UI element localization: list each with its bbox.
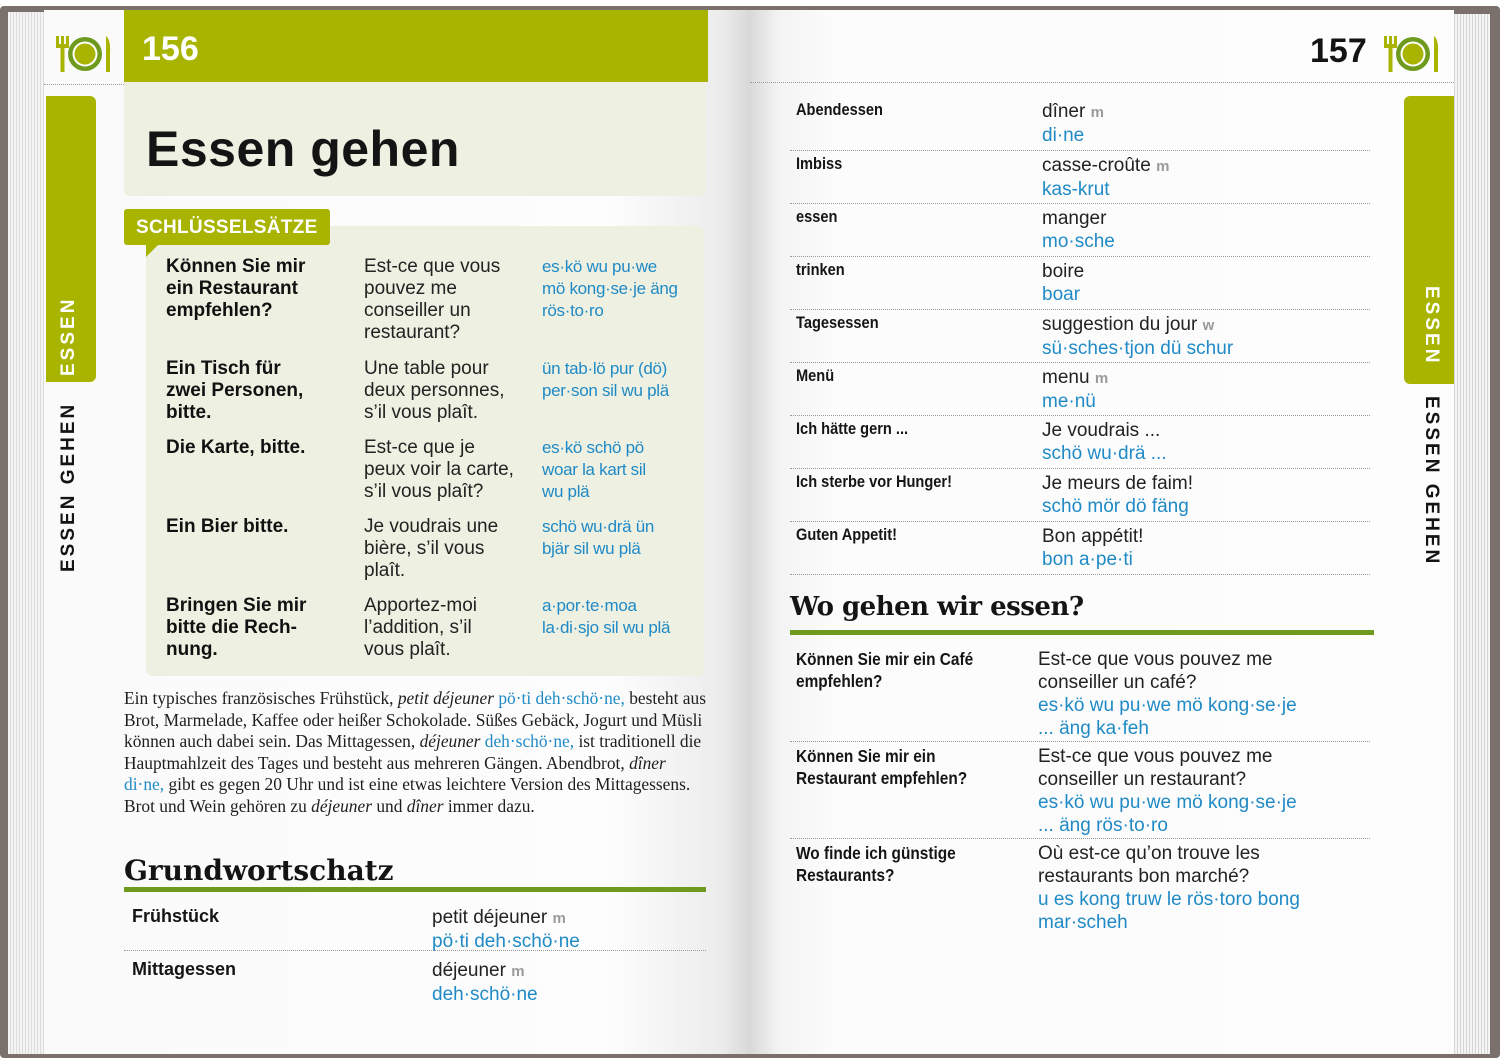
intro-french-term: petit déjeuner [397, 688, 494, 708]
divider [790, 468, 1370, 469]
phrase-phonetic: es·kö wu pu·we mö kong·se·je [1038, 792, 1297, 813]
intro-paragraph [124, 688, 708, 818]
divider [790, 309, 1370, 310]
phrase-phonetic: ... äng rös·to·ro [1038, 815, 1168, 836]
vocab-row [796, 207, 1115, 253]
phrase-phonetic: mar·scheh [1038, 912, 1128, 933]
key-phrase-row [166, 595, 706, 661]
divider [790, 256, 1370, 257]
phrase-phonetic: schö wu·drä ün [542, 517, 655, 536]
phrase-de: Können Sie mir ein Café [796, 649, 974, 669]
phrase-phonetic: u es kong truw le rös·toro bong [1038, 889, 1300, 910]
intro-text: gibt es gegen 20 Uhr und ist eine etwas leichtere Version des Mittagessens. Brot und Wein gehören zu [124, 774, 691, 816]
intro-phonetic: pö·ti deh·schö·ne, [493, 688, 625, 708]
vocab-fr: petit déjeuner [432, 907, 548, 928]
phrase-phonetic: bjär sil wu plä [542, 539, 641, 558]
key-phrase-row [166, 437, 706, 503]
vocab-fr: dîner [1042, 101, 1086, 122]
vocab-fr: Bon appétit! [1042, 526, 1144, 547]
phrase-phonetic: es·kö wu pu·we [542, 257, 657, 276]
phrase-phonetic: es·kö schö pö [542, 438, 644, 457]
chapter-title: Essen gehen [146, 121, 460, 177]
phrase-de: ein Restaurant [166, 278, 298, 299]
heading-rule [790, 630, 1374, 635]
intro-french-term: dîner [629, 752, 666, 773]
vocab-fr: menu [1042, 367, 1090, 388]
gender-marker: w [1202, 317, 1215, 334]
vocab-de: trinken [796, 260, 845, 279]
intro-text: und [371, 795, 407, 816]
phrase-fr: l’addition, s’il [364, 617, 472, 638]
vocab-fr: Je meurs de faim! [1042, 473, 1193, 494]
vocab-row [796, 419, 1167, 465]
vocab-de: Tagesessen [796, 313, 879, 332]
vocab-fr: Je voudrais ... [1042, 420, 1161, 441]
tab-category-label: ESSEN [58, 296, 79, 376]
phrase-fr: Est-ce que vous [364, 256, 501, 277]
phrase-fr: bière, s’il vous [364, 538, 485, 559]
divider [790, 574, 1370, 575]
phrase-de: Können Sie mir ein [796, 746, 936, 766]
vocab-phonetic: mo·sche [1042, 231, 1115, 252]
fork-plate-knife-icon [52, 32, 114, 76]
divider [44, 84, 124, 85]
phrase-fr: Est-ce que vous pouvez me [1038, 746, 1273, 767]
phrase-de: bitte die Rech- [166, 617, 297, 638]
phrase-fr: pouvez me [364, 278, 457, 299]
phrase-fr: Une table pour [364, 358, 489, 379]
chapter-tab[interactable] [1404, 96, 1454, 384]
vocab-fr: boire [1042, 261, 1085, 282]
phrase-fr: restaurants bon marché? [1038, 866, 1250, 887]
vocab-de: Guten Appetit! [796, 525, 897, 544]
vocab-de: Abendessen [796, 100, 883, 119]
speech-bubble-tail [146, 245, 158, 257]
vocab-phonetic: kas-krut [1042, 179, 1110, 200]
phrase-fr: Je voudrais une [364, 516, 499, 537]
divider [790, 741, 1370, 742]
divider [790, 415, 1370, 416]
gender-marker: m [1090, 104, 1104, 121]
phrase-phonetic: ... äng ka·feh [1038, 718, 1149, 739]
divider [790, 521, 1370, 522]
heading-rule [124, 887, 706, 892]
phrase-fr: deux personnes, [364, 380, 505, 401]
key-phrase-row [166, 516, 706, 582]
gender-marker: m [552, 910, 566, 927]
vocab-fr: casse-croûte [1042, 155, 1151, 176]
vocab-fr: déjeuner [432, 960, 506, 981]
left-page [44, 10, 750, 1054]
phrase-phonetic: wu plä [542, 482, 590, 501]
phrase-fr: restaurant? [364, 322, 461, 343]
vocab-row [796, 100, 1104, 147]
divider [790, 838, 1370, 839]
vocab-de: Mittagessen [132, 959, 237, 979]
phrase-fr: conseiller un [364, 300, 471, 321]
phrase-fr: Où est-ce qu’on trouve les [1038, 843, 1260, 864]
tab-category-label: ESSEN [1421, 286, 1442, 366]
intro-phonetic: di·ne, [124, 774, 165, 795]
phrase-de: bitte. [166, 402, 212, 423]
vocab-phonetic: bon a·pe·ti [1042, 549, 1133, 570]
vocab-row [796, 366, 1108, 413]
divider [790, 362, 1370, 363]
phrase-fr: s’il vous plaît? [364, 481, 484, 502]
vocab-heading: Grundwortschatz [124, 854, 394, 887]
phrase-row [796, 648, 1297, 740]
phrase-de: nung. [166, 639, 218, 660]
vocab-de: Menü [796, 366, 835, 385]
divider [750, 82, 1454, 83]
intro-text: Ein typisches französisches Frühstück, [124, 688, 398, 708]
vocab-phonetic: boar [1042, 284, 1081, 305]
phrase-fr: conseiller un restaurant? [1038, 769, 1247, 790]
gender-marker: m [1094, 370, 1109, 387]
phrase-phonetic: a·por·te·moa [542, 596, 637, 615]
phrase-de: Bringen Sie mir [166, 595, 307, 616]
phrase-fr: plaît. [364, 560, 406, 581]
vocab-phonetic: me·nü [1042, 391, 1096, 412]
phrase-phonetic: es·kö wu pu·we mö kong·se·je [1038, 695, 1297, 716]
vocab-row [132, 959, 538, 1006]
phrase-phonetic: rös·to·ro [542, 301, 604, 320]
tab-section-label: ESSEN GEHEN [58, 401, 79, 572]
phrase-row [796, 842, 1300, 934]
phrase-fr: Apportez-moi [364, 595, 477, 616]
intro-phonetic: deh·schö·ne, [480, 731, 575, 752]
vocab-fr: suggestion du jour [1042, 314, 1198, 335]
vocab-phonetic: schö wu·drä ... [1042, 443, 1167, 464]
vocab-row [796, 525, 1143, 571]
intro-text: besteht aus Brot, Marmelade, Kaffee oder heißer Schokolade. Süßes Gebäck, Jogurt und Müsli können auch dabei sein. Das Mittagessen, [124, 688, 706, 752]
phrase-de: Restaurant empfehlen? [796, 768, 968, 788]
phrase-de: Restaurants? [796, 865, 895, 885]
vocab-de: Frühstück [132, 906, 220, 926]
intro-french-term: dîner [406, 795, 444, 816]
vocab-row [796, 472, 1193, 518]
gender-marker: m [511, 963, 525, 980]
phrase-fr: Est-ce que je [364, 437, 475, 458]
page-number: 156 [142, 30, 199, 68]
phrase-de: empfehlen? [166, 300, 273, 321]
phrase-fr: s’il vous plaît. [364, 402, 479, 423]
key-phrase-row [166, 256, 706, 344]
phrase-phonetic: per·son sil wu plä [542, 381, 669, 400]
phrase-phonetic: la·di·sjo sil wu plä [542, 618, 671, 637]
phrase-phonetic: woar la kart sil [542, 460, 646, 479]
vocab-phonetic: deh·schö·ne [432, 984, 538, 1005]
phrase-fr: conseiller un café? [1038, 672, 1197, 693]
intro-french-term: déjeuner [311, 795, 372, 816]
vocab-de: essen [796, 207, 838, 226]
vocab-de: Imbiss [796, 154, 843, 173]
phrase-phonetic: ün tab·lö pur (dö) [542, 359, 668, 378]
intro-text: immer dazu. [443, 795, 535, 816]
vocab-de: Ich hätte gern ... [796, 419, 909, 438]
chapter-title-box [124, 82, 706, 196]
phrase-de: Wo finde ich günstige [796, 843, 956, 863]
vocab-de: Ich sterbe vor Hunger! [796, 472, 952, 491]
intro-text: ist traditionell die Hauptmahlzeit des Tages und besteht aus mehreren Gängen. Abendbrot, [124, 731, 702, 773]
vocab-row [796, 313, 1233, 360]
intro-french-term: déjeuner [419, 731, 481, 752]
page-number: 157 [1310, 32, 1367, 70]
phrase-de: Können Sie mir [166, 256, 306, 277]
vocab-row [796, 260, 1084, 306]
phrase-de: empfehlen? [796, 671, 883, 691]
fork-plate-knife-icon [1380, 32, 1442, 76]
chapter-tab[interactable] [46, 96, 96, 382]
page-header-bar [124, 10, 708, 82]
page-edges-right [1452, 14, 1490, 1054]
vocab-phonetic: sü·sches·tjon dü schur [1042, 338, 1234, 359]
key-phrase-row [166, 358, 706, 424]
vocab-phonetic: pö·ti deh·schö·ne [432, 931, 580, 952]
divider [790, 203, 1370, 204]
phrase-de: zwei Personen, [166, 380, 304, 401]
gender-marker: m [1156, 158, 1170, 175]
phrase-de: Die Karte, bitte. [166, 437, 306, 458]
phrase-fr: vous plaît. [364, 639, 451, 660]
vocab-fr: manger [1042, 208, 1107, 229]
vocab-row [796, 154, 1169, 201]
phrase-row [796, 745, 1297, 837]
phrase-fr: peux voir la carte, [364, 459, 514, 480]
phrase-de: Ein Tisch für [166, 358, 281, 379]
divider [124, 950, 706, 951]
phrase-de: Ein Bier bitte. [166, 516, 289, 537]
section-heading: Wo gehen wir essen? [790, 592, 1084, 622]
phrase-phonetic: mö kong·se·je äng [542, 279, 678, 298]
tab-section-label: ESSEN GEHEN [1421, 396, 1442, 567]
divider [790, 150, 1370, 151]
key-phrases-label: SCHLÜSSELSÄTZE [124, 209, 330, 245]
vocab-phonetic: di·ne [1042, 125, 1085, 146]
vocab-phonetic: schö mör dö fäng [1042, 496, 1189, 517]
vocab-row [132, 906, 580, 953]
page-edges-left [8, 12, 48, 1054]
right-page [750, 10, 1454, 1054]
phrase-fr: Est-ce que vous pouvez me [1038, 649, 1273, 670]
